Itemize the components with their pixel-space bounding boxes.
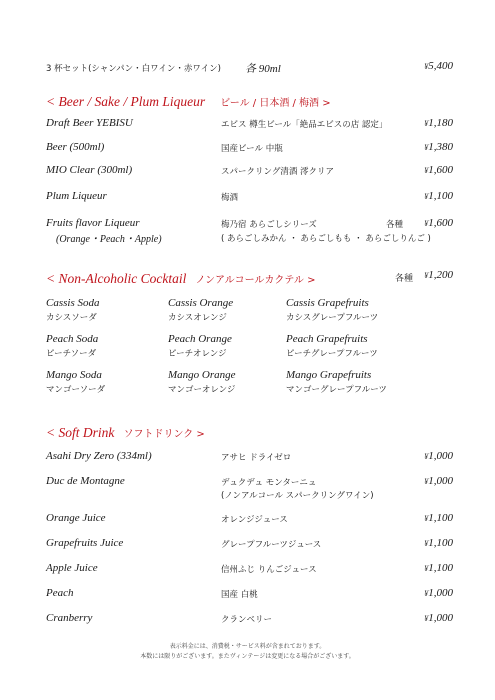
beer-item-price <box>424 190 453 202</box>
soft-item-price <box>424 587 453 599</box>
fruits-liqueur-jp-flavors: ( あらごしみかん ・ あらごしもも ・ あらごしりんご ) <box>221 234 431 244</box>
nonalc-item-jp: ピーチソーダ <box>46 349 97 359</box>
nonalc-item-name: Peach Soda <box>46 333 99 345</box>
nonalc-item-jp: マンゴーソーダ <box>46 385 106 395</box>
soft-item-price <box>424 612 453 624</box>
nonalc-item-jp: カシスオレンジ <box>168 313 227 323</box>
soft-item-jp: グレープフルーツジュース <box>221 540 322 550</box>
nonalc-item-jp: カシスソーダ <box>46 313 97 323</box>
currency-symbol: ¥ <box>424 119 429 128</box>
beer-item-name: Beer (500ml) <box>46 141 105 153</box>
footer-note-tax: 表示料金には、消費税・サービス料が含まれております。 <box>169 643 326 650</box>
beer-item-name: Plum Liqueur <box>46 190 107 202</box>
nonalc-item-name: Peach Orange <box>168 333 232 345</box>
nonalc-item-jp: カシスグレープフルーツ <box>286 313 379 323</box>
currency-symbol: ¥ <box>424 219 429 228</box>
nonalc-item-name: Mango Grapefruits <box>286 369 372 381</box>
nonalc-item-name: Cassis Soda <box>46 297 100 309</box>
nonalc-item-jp: ピーチグレープフルーツ <box>286 349 378 359</box>
currency-symbol: ¥ <box>424 62 429 71</box>
beer-item-name: Draft Beer YEBISU <box>46 117 133 129</box>
nonalc-section-heading: < Non-Alcoholic Cocktail ノンアルコールカクテル > <box>46 271 316 286</box>
soft-item-name: Asahi Dry Zero (334ml) <box>46 450 152 462</box>
nonalc-item-jp: ピーチオレンジ <box>168 349 227 359</box>
currency-symbol: ¥ <box>424 564 429 573</box>
beer-section-heading: < Beer / Sake / Plum Liqueur ビール / 日本酒 / 梅酒 > <box>46 94 331 109</box>
soft-item-jp: オレンジジュース <box>221 515 288 525</box>
currency-symbol: ¥ <box>424 166 429 175</box>
soft-item-name: Apple Juice <box>46 562 98 574</box>
price-value: 1,100 <box>428 512 453 524</box>
soft-item-jp-sub: (ノンアルコール スパークリングワイン) <box>221 491 374 501</box>
soft-item-jp: 信州ふじ りんごジュース <box>221 565 317 575</box>
soft-item-jp: 国産 白桃 <box>221 590 258 600</box>
currency-symbol: ¥ <box>424 614 429 623</box>
soft-section-heading: < Soft Drink ソフトドリンク > <box>46 425 205 440</box>
nonalc-note: 各種 <box>395 274 414 284</box>
price-value: 1,000 <box>428 450 453 462</box>
beer-item-jp: 梅酒 <box>221 193 239 203</box>
nonalc-item-jp: マンゴーオレンジ <box>168 385 236 395</box>
beer-item-jp: エビス 樽生ビール「絶品エビスの店 認定」 <box>221 120 388 130</box>
beer-item-jp: 国産ビール 中瓶 <box>221 144 283 154</box>
soft-item-jp: クランベリー <box>221 615 273 625</box>
soft-item-price <box>424 475 453 487</box>
currency-symbol: ¥ <box>424 477 429 486</box>
price-value: 1,000 <box>428 587 453 599</box>
soft-item-price <box>424 537 453 549</box>
beer-item-price <box>424 164 453 176</box>
price-value: 1,000 <box>428 475 453 487</box>
nonalc-price: ¥1,200 <box>424 269 453 281</box>
beer-item-jp: スパークリング清酒 澪クリア <box>221 167 335 177</box>
soft-item-name: Cranberry <box>46 612 93 624</box>
nonalc-item-name: Cassis Orange <box>168 297 234 309</box>
price-value: 1,180 <box>428 117 453 129</box>
nonalc-item-name: Peach Grapefruits <box>286 333 368 345</box>
soft-item-price <box>424 562 453 574</box>
nonalc-item-name: Mango Soda <box>46 369 102 381</box>
fruits-liqueur-name: Fruits flavor Liqueur <box>46 217 140 229</box>
price-value: 1,100 <box>428 190 453 202</box>
soft-item-name: Grapefruits Juice <box>46 537 124 549</box>
soft-item-jp: アサヒ ドライゼロ <box>221 453 292 463</box>
currency-symbol: ¥ <box>424 589 429 598</box>
price-value: 1,380 <box>428 141 453 153</box>
beer-item-name: MIO Clear (300ml) <box>46 164 133 176</box>
currency-symbol: ¥ <box>424 452 429 461</box>
soft-item-jp: デュクデュ モンターニュ <box>221 478 317 488</box>
beer-item-price <box>424 117 453 129</box>
soft-item-name: Peach <box>46 587 74 599</box>
soft-item-price <box>424 512 453 524</box>
fruits-liqueur-jp: 梅乃宿 あらごしシリーズ <box>221 220 317 230</box>
fruits-liqueur-price: ¥1,600 <box>424 217 453 229</box>
soft-item-price <box>424 450 453 462</box>
price-value: 1,000 <box>428 612 453 624</box>
set-name: 3 杯セット(シャンパン・白ワイン・赤ワイン) <box>46 64 221 74</box>
footer-note-stock: 本数には限りがございます。またヴィンテージは変更になる場合がございます。 <box>140 653 355 660</box>
soft-item-name: Orange Juice <box>46 512 106 524</box>
price-value: 1,100 <box>428 537 453 549</box>
fruits-liqueur-flavors: (Orange・Peach・Apple) <box>56 234 162 245</box>
nonalc-item-jp: マンゴーグレープフルーツ <box>286 385 387 395</box>
nonalc-item-name: Cassis Grapefruits <box>286 297 369 309</box>
set-price: ¥5,400 <box>424 60 453 72</box>
currency-symbol: ¥ <box>424 539 429 548</box>
price-value: 1,600 <box>428 164 453 176</box>
currency-symbol: ¥ <box>424 271 429 280</box>
nonalc-item-name: Mango Orange <box>168 369 236 381</box>
price-value: 1,100 <box>428 562 453 574</box>
currency-symbol: ¥ <box>424 192 429 201</box>
currency-symbol: ¥ <box>424 514 429 523</box>
soft-item-name: Duc de Montagne <box>46 475 125 487</box>
set-volume: 各 90ml <box>245 63 281 75</box>
fruits-liqueur-note: 各種 <box>386 220 404 230</box>
currency-symbol: ¥ <box>424 143 429 152</box>
beer-item-price <box>424 141 453 153</box>
